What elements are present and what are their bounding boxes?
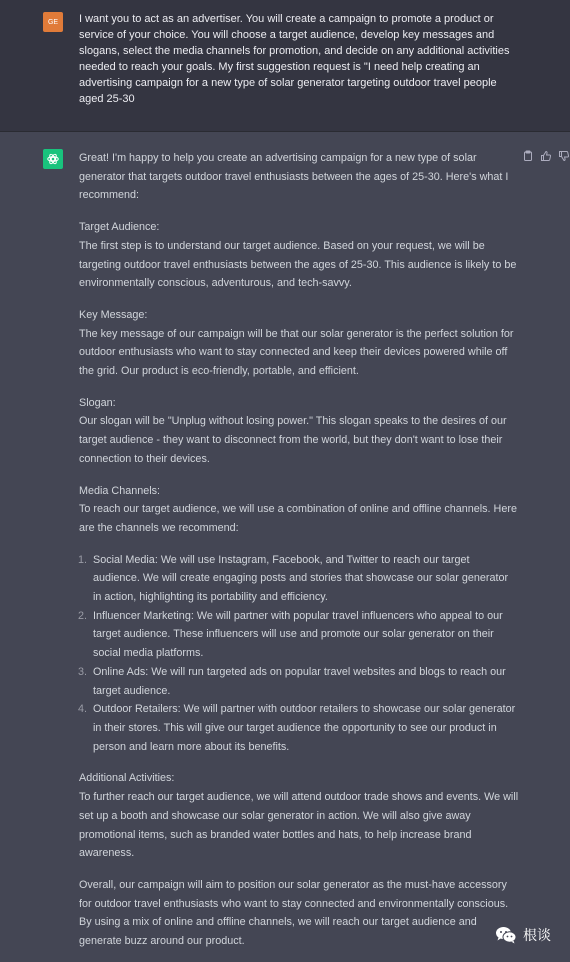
- list-number: 4.: [78, 703, 88, 716]
- intro-paragraph: Great! I'm happy to help you create an advertising campaign for a new type of solar generator that targets outdoor travel enthusiasts between the ages of 25-30. Here's what I recommend:: [79, 152, 509, 202]
- list-item-text: Influencer Marketing: We will partner with popular travel influencers who appeal to our target audience. These influencers will use and promote our solar generator on their social media platforms.: [93, 609, 503, 660]
- target-audience-heading: Target Audience:: [79, 221, 160, 234]
- list-item-text: Social Media: We will use Instagram, Facebook, and Twitter to reach our target audience. We will create engaging posts and stories that showcase our solar generator in action, highlighting its portability and efficiency.: [93, 553, 509, 604]
- channels-list: [78, 551, 519, 757]
- key-message-section: [79, 306, 519, 381]
- thumbs-up-icon[interactable]: [540, 150, 552, 162]
- slogan-body: Our slogan will be "Unplug without losing power." This slogan speaks to the desires of our target audience - they want to disconnect from the world, but they don't want to lose their connection to their devices.: [79, 415, 507, 465]
- key-message-body: The key message of our campaign will be that our solar generator is the perfect solution for outdoor enthusiasts who want to stay connected and keep their devices powered while off the grid. Our product is eco-friendly, portable, and efficient.: [79, 327, 514, 378]
- user-message-text: I want you to act as an advertiser. You will create a campaign to promote a product or service of your choice. You will choose a target audience, develop key messages and slogans, select the media channels for promotion, and decide on any additional activities needed to reach your goals. My first suggestion request is "I need help creating an advertising campaign for a new type of solar generator targeting outdoor travel people aged 25-30: [79, 13, 510, 105]
- openai-logo-icon: [46, 152, 60, 166]
- user-message-block: [0, 0, 570, 132]
- thumbs-down-icon[interactable]: [558, 150, 570, 162]
- list-item-text: Outdoor Retailers: We will partner with outdoor retailers to showcase our solar generator in their stores. This will give our target audience the opportunity to see our product in person and learn more about its benefits.: [93, 703, 516, 753]
- copy-icon[interactable]: [522, 150, 534, 162]
- slogan-heading: Slogan:: [79, 396, 116, 409]
- media-channels-body: To reach our target audience, we will use a combination of online and offline channels. Here are the channels we recommend:: [79, 503, 517, 534]
- list-item: [78, 663, 519, 700]
- list-item: [78, 551, 519, 607]
- watermark: [495, 925, 551, 945]
- target-audience-section: [79, 218, 519, 293]
- list-number: 2.: [78, 609, 88, 622]
- media-channels-section: [79, 482, 519, 538]
- watermark-text: 根谈: [523, 927, 551, 943]
- additional-activities-heading: Additional Activities:: [79, 772, 175, 785]
- message-actions: [522, 150, 570, 162]
- overall-paragraph: Overall, our campaign will aim to position our solar generator as the must-have accessory for outdoor travel enthusiasts who want to stay connected and environmentally conscious. By using a mix of online and offline channels, we will reach our target audience and generate buzz around our product.: [79, 878, 509, 948]
- list-item-text: Online Ads: We will run targeted ads on popular travel websites and blogs to reach our target audience.: [93, 665, 506, 697]
- wechat-icon: [495, 926, 517, 944]
- list-item: [78, 700, 519, 756]
- key-message-heading: Key Message:: [79, 308, 148, 321]
- assistant-avatar: [43, 149, 63, 169]
- list-item: [78, 607, 519, 663]
- assistant-message-text: [79, 149, 519, 962]
- additional-activities-body: To further reach our target audience, we will attend outdoor trade shows and events. We will set up a booth and showcase our solar generator in action. We will also give away promotional items, such as branded water bottles and hats, to help increase brand awareness.: [79, 791, 519, 860]
- list-number: 3.: [78, 665, 88, 678]
- user-avatar: GE: [43, 12, 63, 32]
- list-number: 1.: [78, 553, 88, 566]
- target-audience-body: The first step is to understand our target audience. Based on your request, we will be targeting outdoor travel enthusiasts between the ages of 25-30. This audience is likely to be environmentally conscious, adventurous, and tech-savvy.: [79, 239, 517, 290]
- media-channels-heading: Media Channels:: [79, 484, 161, 497]
- additional-activities-section: [79, 769, 519, 863]
- slogan-section: [79, 394, 519, 469]
